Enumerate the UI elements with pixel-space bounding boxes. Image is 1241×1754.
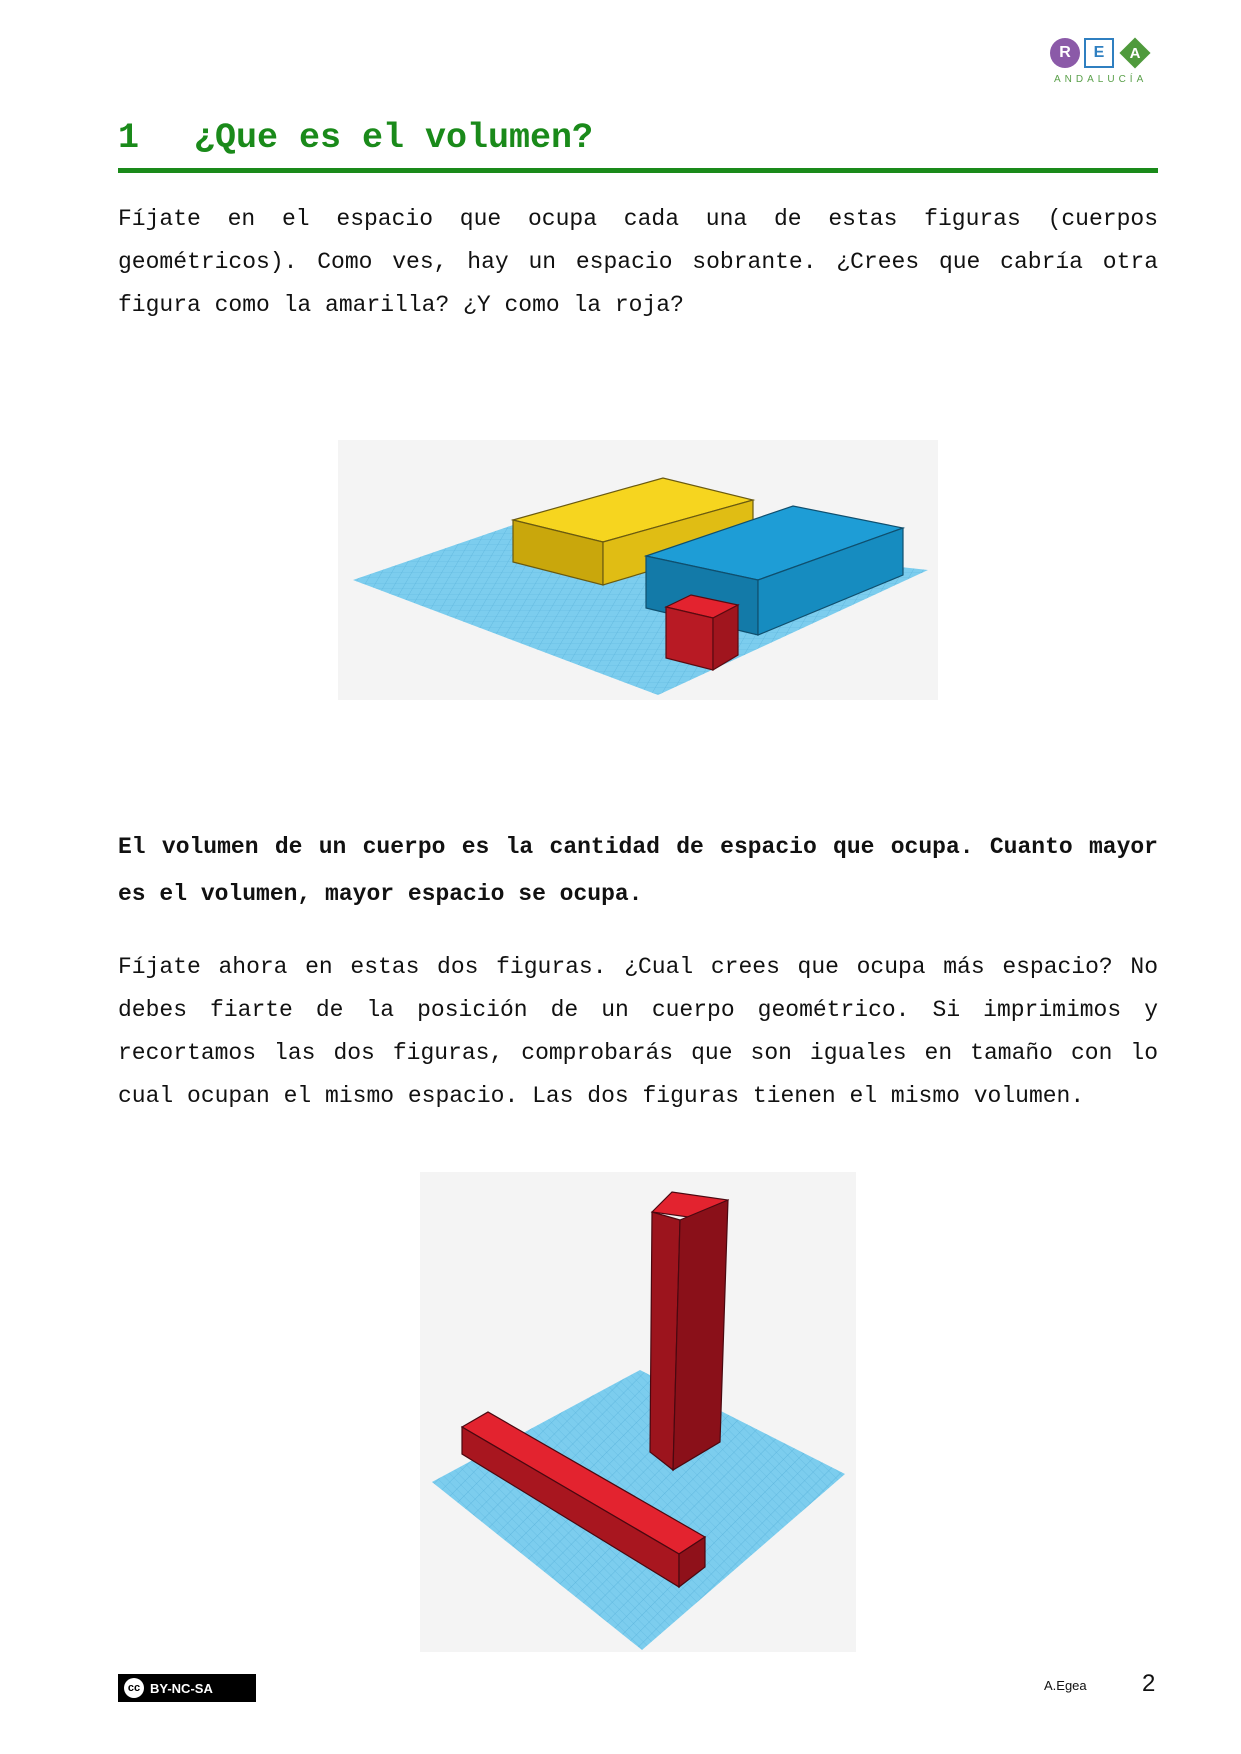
figure-two-red-prisms	[420, 1172, 856, 1652]
rea-andalucia-logo	[1046, 36, 1158, 88]
red-cube	[666, 595, 738, 670]
section-heading	[118, 118, 1158, 173]
logo-a-letter: A	[1129, 44, 1141, 62]
cc-license-badge	[118, 1674, 256, 1702]
section-title: ¿Que es el volumen?	[194, 118, 594, 158]
figure-three-prisms	[338, 440, 938, 700]
definition-paragraph: El volumen de un cuerpo es la cantidad de espacio que ocupa. Cuanto mayor es el volumen, mayor espacio se ocupa.	[118, 834, 1158, 907]
page-number: 2	[1142, 1670, 1156, 1697]
standing-red-prism	[650, 1192, 728, 1470]
license-label: BY-NC-SA	[150, 1680, 213, 1696]
second-paragraph: Fíjate ahora en estas dos figuras. ¿Cual crees que ocupa más espacio? No debes fiarte de la posición de un cuerpo geométrico. Si imprimimos y recortamos las dos figuras, comprobarás que son iguales en tamaño con lo cual ocupan el mismo espacio. Las dos figuras tienen el mismo volumen.	[118, 954, 1158, 1109]
logo-letters	[1046, 36, 1158, 70]
logo-e-square: E	[1084, 38, 1114, 68]
figure-two-red-prisms-svg	[420, 1172, 856, 1652]
logo-a-diamond	[1118, 36, 1152, 70]
section-number: 1	[118, 118, 140, 158]
footer-author: A.Egea	[1044, 1678, 1087, 1693]
logo-r-circle: R	[1050, 38, 1080, 68]
logo-subtitle: ANDALUCÍA	[1054, 74, 1148, 85]
figure-three-prisms-svg	[338, 440, 938, 700]
cc-icon: cc	[124, 1678, 144, 1698]
intro-paragraph: Fíjate en el espacio que ocupa cada una de estas figuras (cuerpos geométricos). Como ves, hay un espacio sobrante. ¿Crees que cabría otra figura como la amarilla? ¿Y como la roja?	[118, 206, 1158, 318]
